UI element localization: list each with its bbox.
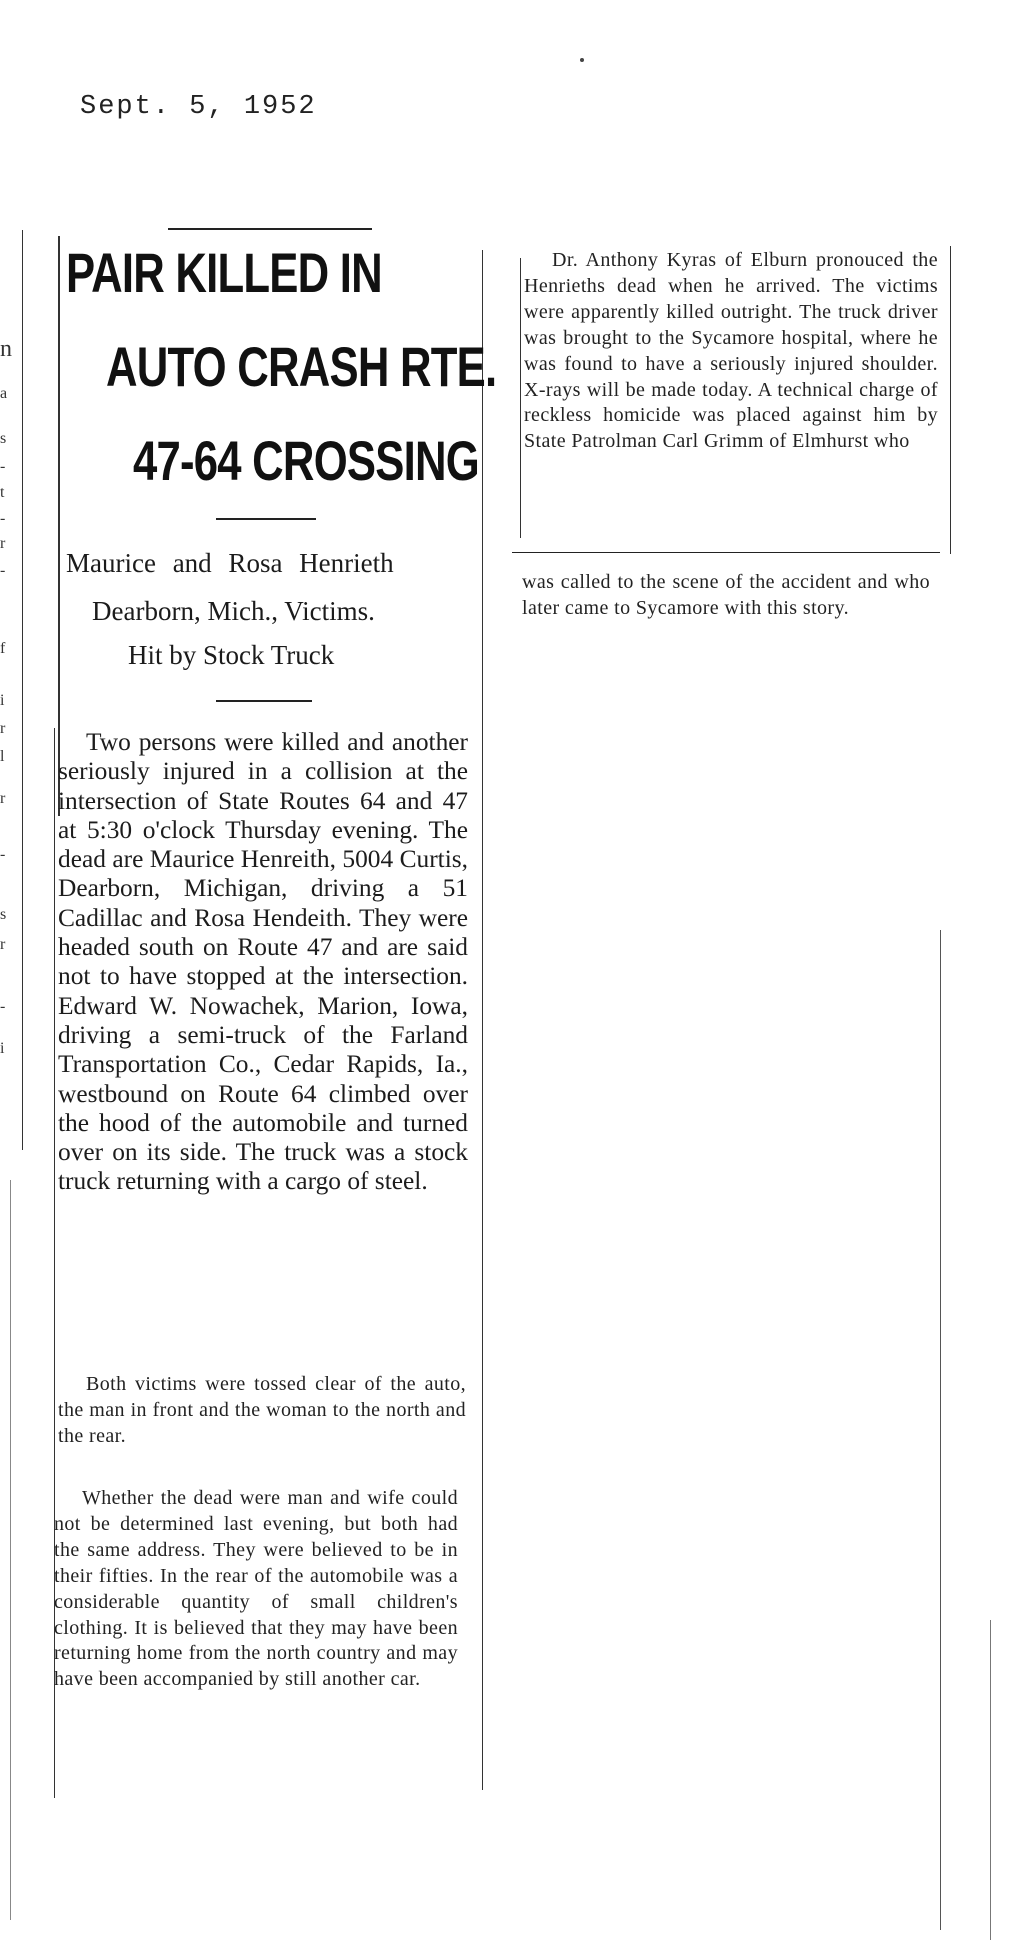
deck-line-1: Maurice and Rosa Henrieth <box>66 548 394 578</box>
column-rule <box>22 230 23 1150</box>
para4-text: Dr. Anthony Kyras of Elburn pronouced the Henrieths dead when he arrived. The victims were apparently killed outright. The truck driver was brought to the Sycamore hospital, where he was found to have a seriously injured shoulder. X-rays will be made today. A technical charge of reckless homicide was placed against him by State Patrolman Carl Grimm of Elmhurst who <box>524 249 938 453</box>
article-paragraph-3 <box>54 1486 458 1693</box>
deck-line-3: Hit by Stock Truck <box>128 640 335 670</box>
remnant-char: f <box>0 640 6 657</box>
adjacent-column-remnant <box>0 230 14 1930</box>
headline-divider <box>216 518 316 520</box>
remnant-char: r <box>0 720 6 737</box>
page-edge-rule <box>990 1620 991 1940</box>
remnant-char: - <box>0 846 6 863</box>
remnant-char: a <box>0 385 8 402</box>
remnant-char: t <box>0 484 5 501</box>
para3-text: Whether the dead were man and wife could not be determined last evening, but both had the same address. They were believed to be in their fifties. In the rear of the automobile was a considerable quantity of small children's clothing. It is believed that they may have been returning home from the north country and may have been accompanied by still another car. <box>54 1487 458 1691</box>
remnant-char: s <box>0 906 7 923</box>
remnant-char: l <box>0 748 5 765</box>
page-edge-rule <box>940 930 941 1930</box>
top-rule <box>168 228 372 230</box>
article-paragraph-5 <box>522 570 930 622</box>
lead-text: Two persons were killed and another seriously injured in a collision at the intersection of State Routes 64 and 47 at 5:30 o'clock Thursday evening. The dead are Maurice Henreith, 5004 Curtis, Dearborn, Michigan, driving a 51 Cadillac and Rosa Hendeith. They were headed south on Route 47 and are said not to have stopped at the intersection. Edward W. Nowachek, Marion, Iowa, driving a semi-truck of the Farland Transportation Co., Cedar Rapids, Ia., westbound on Route 64 climbed over the hood of the automobile and turned over on its side. The truck was a stock truck returning with a cargo of steel. <box>58 728 468 1196</box>
remnant-char: s <box>0 430 7 447</box>
remnant-char: - <box>0 510 6 527</box>
remnant-char: i <box>0 692 5 709</box>
headline-line-2: AUTO CRASH RTE. <box>106 335 497 398</box>
ink-speck <box>580 58 584 62</box>
remnant-char: - <box>0 562 6 579</box>
article-paragraph-2 <box>58 1372 466 1450</box>
headline-line-3: 47-64 CROSSING <box>133 429 479 492</box>
remnant-char: n <box>0 336 12 362</box>
column-rule <box>10 1180 11 1920</box>
remnant-char: - <box>0 458 6 475</box>
article-right-rule <box>482 250 483 1790</box>
remnant-char: r <box>0 535 6 552</box>
right-column-left-rule <box>520 258 521 538</box>
remnant-char: r <box>0 936 6 953</box>
date-stamp: Sept. 5, 1952 <box>80 92 317 122</box>
article-paragraph-4 <box>524 248 938 455</box>
deck-divider <box>216 700 312 702</box>
para5-text: was called to the scene of the accident and who later came to Sycamore with this story. <box>522 571 930 619</box>
headline-line-1: PAIR KILLED IN <box>66 241 382 304</box>
remnant-char: - <box>0 998 6 1015</box>
article-lead-paragraph <box>58 728 468 1197</box>
remnant-char: i <box>0 1040 5 1057</box>
para2-text: Both victims were tossed clear of the auto, the man in front and the woman to the north and the rear. <box>58 1373 466 1447</box>
right-column-underline <box>512 552 940 553</box>
right-column-right-rule <box>950 246 951 554</box>
remnant-char: r <box>0 790 6 807</box>
deck-line-2: Dearborn, Mich., Victims. <box>92 596 375 626</box>
